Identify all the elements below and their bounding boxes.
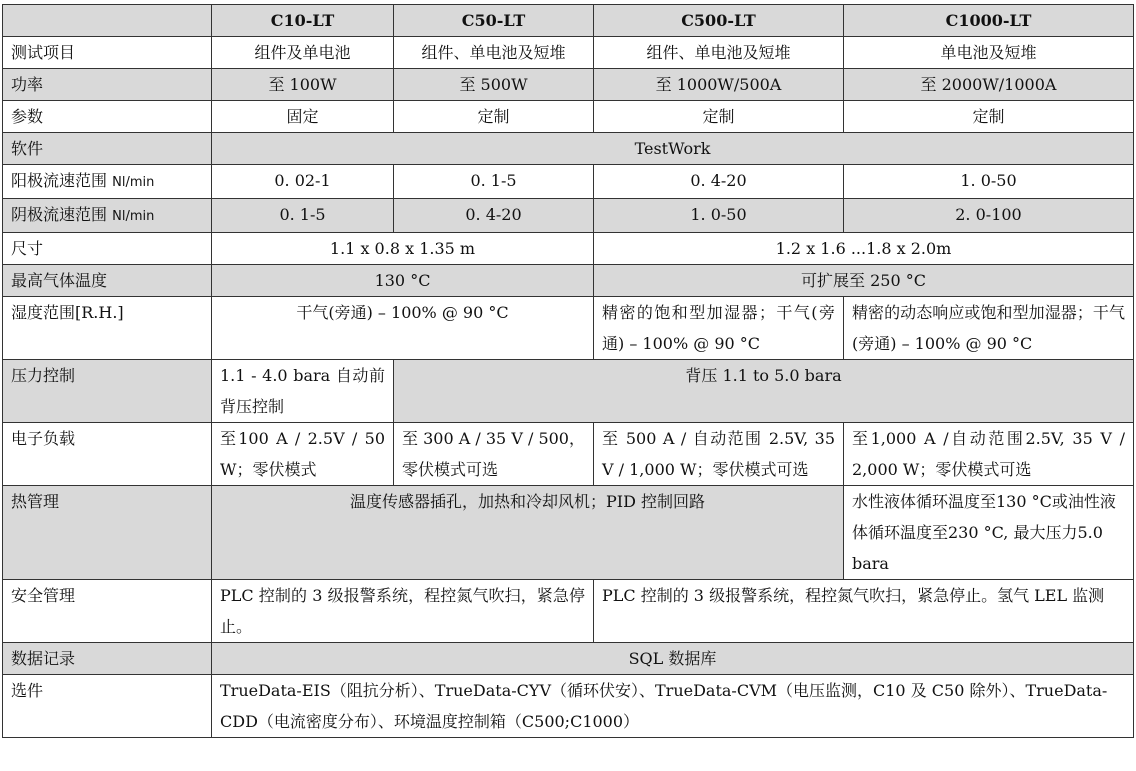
row-power [3, 69, 1134, 101]
cell-large: 可扩展至 250 °C [594, 265, 1134, 297]
header-c50: C50-LT [394, 5, 594, 37]
row-params [3, 101, 1134, 133]
row-label: 功率 [3, 69, 212, 101]
header-empty [3, 5, 212, 37]
cell-c10: 1.1 - 4.0 bara 自动前背压控制 [212, 360, 394, 423]
cell-c500: 至 1000W/500A [594, 69, 844, 101]
row-label [3, 165, 212, 199]
cell-small: 干气(旁通) – 100% @ 90 °C [212, 297, 594, 360]
cell-c50: 定制 [394, 101, 594, 133]
row-e-load [3, 423, 1134, 486]
cell-c1000: 精密的动态响应或饱和型加湿器；干气(旁通) – 100% @ 90 °C [844, 297, 1134, 360]
cell-c10: 组件及单电池 [212, 37, 394, 69]
cell-c50: 至 500W [394, 69, 594, 101]
cell-c500: 组件、单电池及短堆 [594, 37, 844, 69]
cell-large: 1.2 x 1.6 ...1.8 x 2.0m [594, 233, 1134, 265]
cell-large: PLC 控制的 3 级报警系统，程控氮气吹扫，紧急停止。氢气 LEL 监测 [594, 580, 1134, 643]
row-label: 数据记录 [3, 643, 212, 675]
row-label: 湿度范围[R.H.] [3, 297, 212, 360]
row-options [3, 675, 1134, 738]
cell-c500: 0. 4-20 [594, 165, 844, 199]
row-software [3, 133, 1134, 165]
cell-c10: 至 100W [212, 69, 394, 101]
cell-c10: 至100 A / 2.5V / 50 W；零伏模式 [212, 423, 394, 486]
row-label: 压力控制 [3, 360, 212, 423]
cell-all: TrueData-EIS（阻抗分析）、TrueData-CYV（循环伏安）、TrueData-CVM（电压监测，C10 及 C50 除外）、TrueData-CDD（电流密度分布）、环境温度控制箱（C500;C1000） [212, 675, 1134, 738]
row-humidity [3, 297, 1134, 360]
header-c1000: C1000-LT [844, 5, 1134, 37]
cell-all: TestWork [212, 133, 1134, 165]
spec-table [2, 4, 1134, 738]
cell-c500: 至 500 A / 自动范围 2.5V, 35 V / 1,000 W；零伏模式可选 [594, 423, 844, 486]
cell-c1000: 水性液体循环温度至130 °C或油性液体循环温度至230 °C, 最大压力5.0 bara [844, 486, 1134, 580]
unit-text: Nl/min [112, 209, 155, 224]
unit-text: Nl/min [112, 175, 155, 190]
cell-c1000: 单电池及短堆 [844, 37, 1134, 69]
cell-small: 温度传感器插孔，加热和冷却风机；PID 控制回路 [212, 486, 844, 580]
row-pressure [3, 360, 1134, 423]
header-c10: C10-LT [212, 5, 394, 37]
cell-c50: 0. 4-20 [394, 199, 594, 233]
row-label: 参数 [3, 101, 212, 133]
cell-c500: 精密的饱和型加湿器；干气(旁通) – 100% @ 90 °C [594, 297, 844, 360]
cell-c1000: 至1,000 A /自动范围2.5V, 35 V / 2,000 W；零伏模式可选 [844, 423, 1134, 486]
row-label: 电子负载 [3, 423, 212, 486]
row-cathode-flow [3, 199, 1134, 233]
cell-c1000: 至 2000W/1000A [844, 69, 1134, 101]
row-label: 安全管理 [3, 580, 212, 643]
cell-c10: 固定 [212, 101, 394, 133]
cell-c50: 组件、单电池及短堆 [394, 37, 594, 69]
header-c500: C500-LT [594, 5, 844, 37]
label-text: 阴极流速范围 [11, 205, 108, 224]
row-anode-flow [3, 165, 1134, 199]
cell-c50: 至 300 A / 35 V / 500，零伏模式可选 [394, 423, 594, 486]
row-label: 热管理 [3, 486, 212, 580]
row-test-items [3, 37, 1134, 69]
cell-c500: 1. 0-50 [594, 199, 844, 233]
header-row [3, 5, 1134, 37]
cell-c1000: 定制 [844, 101, 1134, 133]
row-data-log [3, 643, 1134, 675]
cell-c10: 0. 02-1 [212, 165, 394, 199]
row-max-gas-temp [3, 265, 1134, 297]
cell-c50: 0. 1-5 [394, 165, 594, 199]
row-size [3, 233, 1134, 265]
label-text: 阳极流速范围 [11, 171, 108, 190]
row-label: 测试项目 [3, 37, 212, 69]
cell-c1000: 1. 0-50 [844, 165, 1134, 199]
cell-small: PLC 控制的 3 级报警系统，程控氮气吹扫，紧急停止。 [212, 580, 594, 643]
row-thermal [3, 486, 1134, 580]
cell-c500: 定制 [594, 101, 844, 133]
cell-c10: 0. 1-5 [212, 199, 394, 233]
row-label [3, 199, 212, 233]
cell-c1000: 2. 0-100 [844, 199, 1134, 233]
row-label: 软件 [3, 133, 212, 165]
row-label: 最高气体温度 [3, 265, 212, 297]
cell-small: 130 °C [212, 265, 594, 297]
cell-all: SQL 数据库 [212, 643, 1134, 675]
row-label: 尺寸 [3, 233, 212, 265]
row-safety [3, 580, 1134, 643]
row-label: 选件 [3, 675, 212, 738]
cell-rest: 背压 1.1 to 5.0 bara [394, 360, 1134, 423]
cell-small: 1.1 x 0.8 x 1.35 m [212, 233, 594, 265]
